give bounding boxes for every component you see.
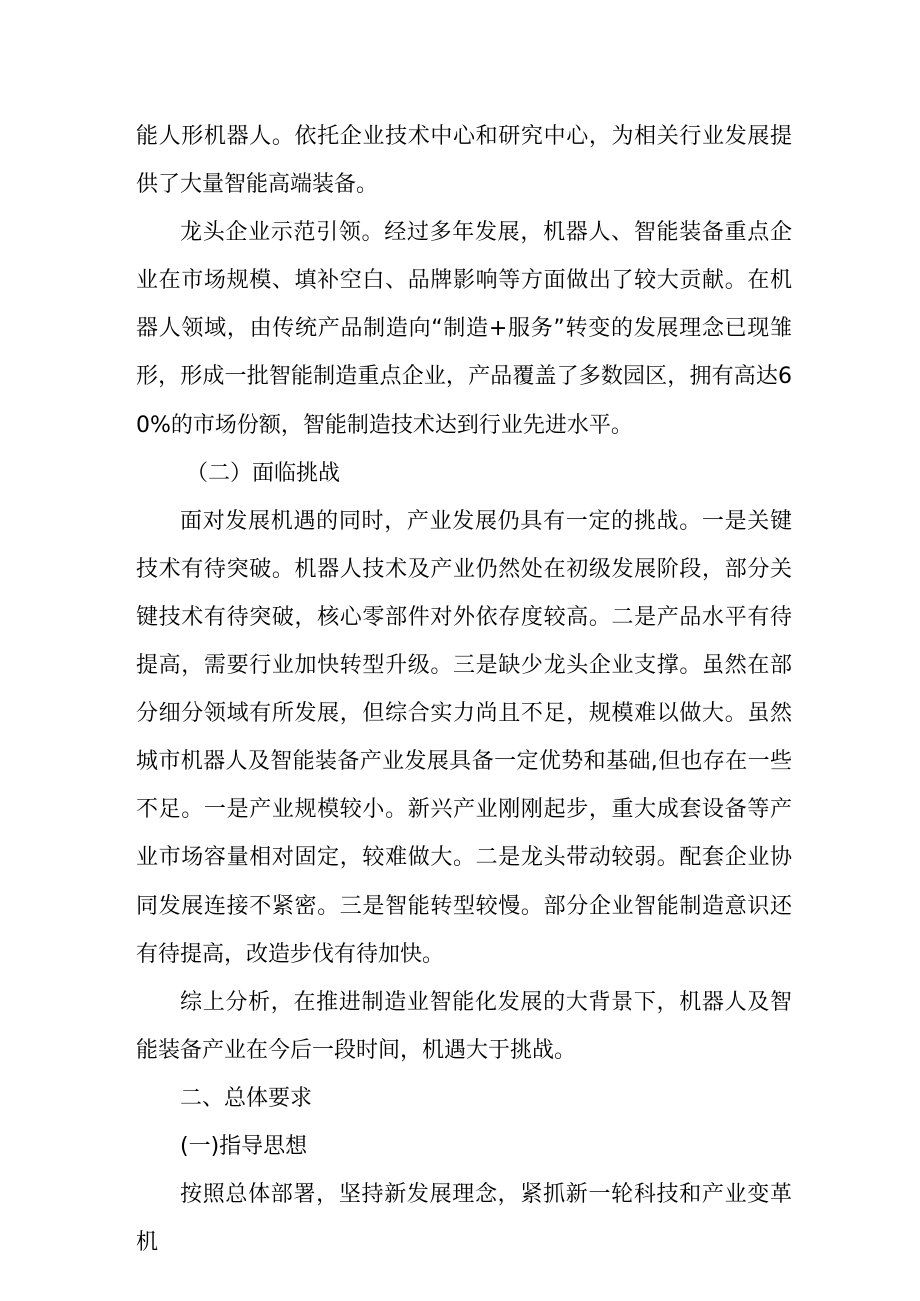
paragraph-guiding-ideology: 按照总体部署，坚持新发展理念，紧抓新一轮科技和产业变革机 [136,1182,792,1256]
paragraph-challenges: 面对发展机遇的同时，产业发展仍具有一定的挑战。一是关键技术有待突破。机器人技术及产业仍然处在初级发展阶段，部分关键技术有待突破，核心零部件对外依存度较高。二是产品水平有待提高，需要行业加快转型升级。三是缺少龙头企业支撑。虽然在部分细分领域有所发展，但综合实力尚且不足，规模难以做大。虽然城市机器人及智能装备产业发展具备一定优势和基础,但也存在一些不足。一是产业规模较小。新兴产业刚刚起步，重大成套设备等产业市场容量相对固定，较难做大。二是龙头带动较弱。配套企业协同发展连接不紧密。三是智能转型较慢。部分企业智能制造意识还有待提高，改造步伐有待加快。 [136,508,792,967]
section-heading-general-requirements: 二、总体要求 [180,1085,313,1111]
paragraph-summary: 综上分析，在推进制造业智能化发展的大背景下，机器人及智能装备产业在今后一段时间，机遇大于挑战。 [136,989,792,1063]
paragraph-leading-enterprises: 龙头企业示范引领。经过多年发展，机器人、智能装备重点企业在市场规模、填补空白、品牌影响等方面做出了较大贡献。在机器人领域，由传统产品制造向“制造+服务”转变的发展理念已现雏形，形成一批智能制造重点企业，产品覆盖了多数园区，拥有高达60%的市场份额，智能制造技术达到行业先进水平。 [136,220,792,438]
section-heading-guiding-ideology: (一)指导思想 [180,1133,308,1159]
document-body [136,113,792,1267]
section-heading-challenges: （二）面临挑战 [186,460,341,486]
paragraph-continuation: 能人形机器人。依托企业技术中心和研究中心，为相关行业发展提供了大量智能高端装备。 [136,124,792,198]
